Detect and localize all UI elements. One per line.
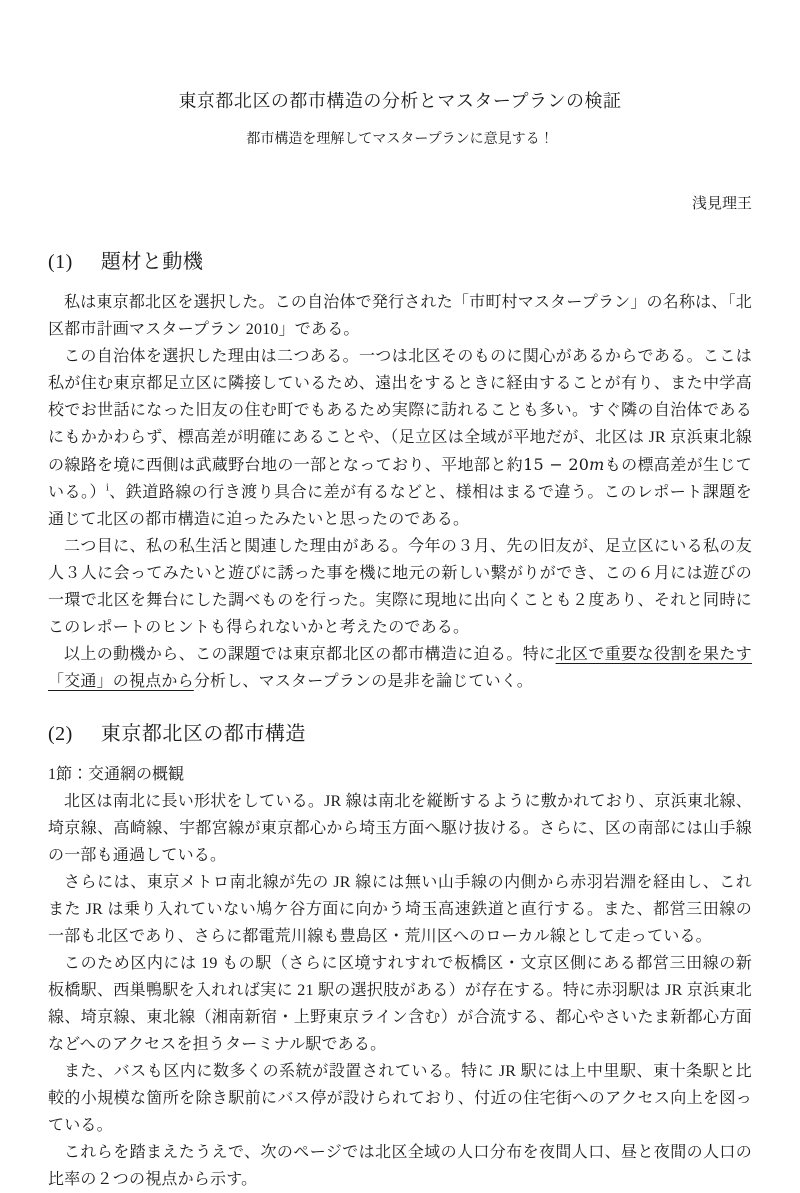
section-1-motive (48, 247, 752, 695)
section-1-number: (1) (48, 251, 73, 273)
section-2-title: 東京都北区の都市構造 (100, 723, 306, 745)
footnote-reference-i: i (105, 482, 109, 494)
paragraph-text: もの標高差が生じている。） (48, 457, 752, 501)
paragraph-metro-lines: さらには、東京メトロ南北線が先の JR 線には無い山手線の内側から赤羽岩淵を経由し、これまた JR は乗り入れていない鳩ケ谷方面に向かう埼玉高速鉄道と直行する。また、都営三田線の一部も北区であり、さらに都電荒川線も豊島区・荒川区へのローカル線として走っている。 (48, 874, 752, 945)
paragraph-selection: 私は東京都北区を選択した。この自治体で発行された「市町村マスタープラン」の名称は、「北区都市計画マスタープラン 2010」である。 (48, 294, 752, 338)
paragraph-rail-overview: 北区は南北に長い形状をしている。JR 線は南北を縦断するように敷かれており、京浜東北線、埼京線、高崎線、宇都宮線が東京都心から埼玉方面へ駆け抜ける。さらに、区の南部には山手線の一部も通過している。 (48, 793, 752, 864)
section-2-urban-structure (48, 719, 752, 1193)
page-title: 東京都北区の都市構造の分析とマスタープランの検証 (178, 91, 622, 111)
range-number: 15 − 20 (523, 455, 590, 474)
range-unit: m (589, 455, 605, 474)
paragraph-text: 、鉄道路線の行き渡り具合に差が有るなどと、様相はまるで違う。このレポート課題を通じて北区の都市構造に迫ったみたいと思ったのである。 (48, 484, 752, 528)
paragraph-next-page-note: これらを踏まえたうえで、次のページでは北区全域の人口分布を夜間人口、昼と夜間の人口の比率の２つの視点から示す。 (48, 1144, 752, 1188)
section-2-heading (48, 719, 752, 749)
subsection-1-heading: 1節：交通網の概観 (48, 766, 185, 783)
paragraph-stations: このため区内には 19 もの駅（さらに区境すれすれで板橋区・文京区側にある都営三田線の新板橋駅、西巣鴨駅を入れれば実に 21 駅の選択肢がある）が存在する。特に赤羽駅は JR 京浜東北線、埼京線、東北線（湘南新宿・上野東京ライン含む）が合流する、都心やさいたま新都心方面などへのアクセスを担うターミナル駅である。 (48, 955, 752, 1053)
document-header (48, 88, 752, 215)
section-1-title: 題材と動機 (100, 251, 204, 273)
paragraph-conclusion (48, 641, 752, 695)
paragraph-text: 分析し、マスタープランの是非を論じていく。 (193, 673, 533, 690)
page-subtitle: 都市構造を理解してマスタープランに意見する！ (246, 132, 554, 147)
paragraph-reason-two: 二つ目に、私の私生活と関連した理由がある。今年の３月、先の旧友が、足立区にいる私の友人３人に会ってみたいと遊びに誘った事を機に地元の新しい繋がりができ、この６月には遊びの一環で北区を舞台にした調べものを行った。実際に現地に出向くことも２度あり、それと同時にこのレポートのヒントも得られないかと考えたのである。 (48, 538, 752, 636)
section-1-heading (48, 247, 752, 277)
paragraph-bus-network: また、バスも区内に数多くの系統が設置されている。特に JR 駅には上中里駅、東十条駅と比較的小規模な箇所を除き駅前にバス停が設けられており、付近の住宅街へのアクセス向上を図っている。 (48, 1063, 752, 1134)
author-name: 浅見理王 (691, 196, 752, 212)
paragraph-text: 以上の動機から、この課題では東京都北区の都市構造に迫る。特に (64, 646, 556, 663)
elevation-range-value (523, 455, 604, 474)
underlined-thesis-text: 北区で重要な役割を果たす「交通」の視点から (48, 646, 752, 690)
section-2-number: (2) (48, 723, 73, 745)
paragraph-reason-one (48, 343, 752, 533)
paragraph-text: この自治体を選択した理由は二つある。一つは北区そのものに関心があるからである。ここは私が住む東京都足立区に隣接しているため、遠出をするときに経由することが有り、また中学高校でお世話になった旧友の住む町でもあるため実際に訪れることも多い。すぐ隣の自治体であるにもかかわらず、標高差が明確にあることや、（足立区は全域が平地だが、北区は JR 京浜東北線の線路を境に西側は武蔵野台地の一部となっており、平地部と約 (48, 348, 752, 474)
